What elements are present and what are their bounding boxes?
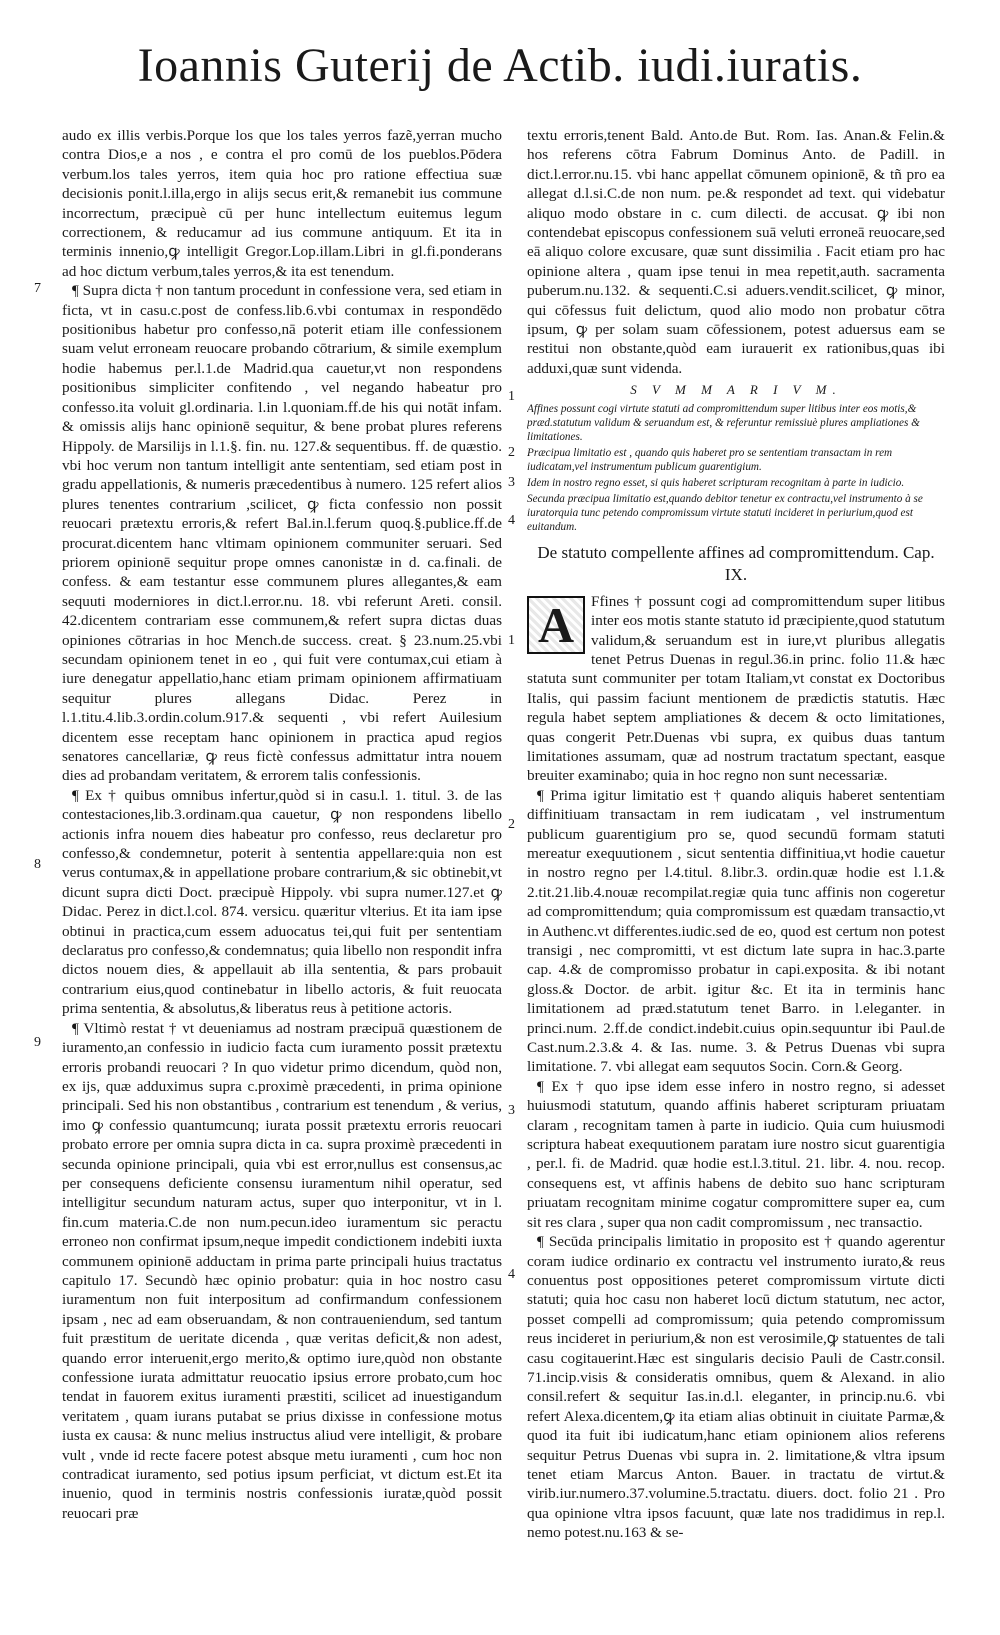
body-paragraph: audo ex illis verbis.Porque los que los tales yerros fazẽ,yerran mucho contra Dios,e a nos , e contra el pro comū de los pueblos.Pōdera verbum.los tales yerros, item quia hoc pro ratione effectiua suæ decisionis ponit.l.illa,ergo in alijs secus erit,& remanebit ius commune incorrectum, præcipuè cū per hunc intellectum euitemus legum correctionem, & reducamur ad ius commune antiquum. Et ita in terminis innenio,ꝙ intelligit Gregor.Lop.illam.Libri in gl.fi.ponderans ad hoc dictum verbum,tales yerros,& ita est tenendum. — [62, 127, 502, 280]
body-paragraph: ¶ Ex † quo ipse idem esse infero in nostro regno, si adesset huiusmodi statutum, quando affinis haberet scripturam priuatam claram , recognitam tamen à parte in iudicio. Quia cum huiusmodi scriptura habeat exequutionem paratam iure nostro sicut guarentigia , per.l. fi. de Madrid. quæ hodie est.l.3.titul. 21. libr. 4. nou. recop. consequens est, vt affinis habens de debito suo hanc scripturam priuatam recognitam minime cogatur compromittere super ea, cum sit res clara , super qua non cadit compromissum , nec transactio. — [527, 1077, 945, 1231]
margin-reference-number: 1 — [508, 633, 515, 648]
margin-section-number: 8 — [34, 857, 41, 872]
margin-reference-number: 1 — [508, 389, 515, 404]
drop-cap-letter: A — [537, 596, 575, 653]
margin-reference-number: 2 — [508, 445, 515, 460]
body-paragraph: ¶ Supra dicta † non tantum procedunt in confessione vera, sed etiam in ficta, vt in casu.c.post de confess.lib.6.vbi contumax in respondēdo positionibus habetur pro confesso,nā poterit etiam ille confessionem suam velut erroneam reuocare probando cōtrarium, & simile exemplum hodie habemus per.l.1.de Madrid.qua cauetur,vt non respondens positionibus simpliciter confitendo , vel negando habeatur pro confesso.ita voluit gl.ordinaria. l.in l.quoniam.ff.de his qui notāt infam. & omissis alijs hanc opinionē sequitur, & bene probat plures referens Hippoly. de Marsilijs in l.1.§. fin. nu. 127.& sequentibus. ff. de quæstio. vbi hoc verum non tantum intelligit ante sententiam, sed etiam post in gradu appellationis, & numeris præcedentibus à numero. 125 refert alios plures tenentes contrarium ,scilicet, ꝙ ficta confessio non possit reuocari prætextu erroris,& refert Bal.in.l.ferum quoq.§.publice.ff.de procurat.dicentem hanc vltimam opinionem communiter seruari. Sed priorem opinionē sequitur prope omnes canonistæ in d. ca.finali. de confess. & eam testantur esse communem plures allegantes,& eam sequuti moderniores in dict.l.error.nu. 18. vbi referunt Areti. consil. 42.dicentem contrariam esse communem,& refert supra dictas duas opiniones cōtrarias in hoc Mench.de success. creat. § 23.num.25.vbi secundam opinionem tenet in eo , qui fuit vere contumax,cui etiam à iure denegatur appellatio,hanc etiam primam opinionem affirmatiuam sequitur plures allegans Didac. Perez in l.1.titu.4.lib.3.ordin.colum.917.& sequenti , vbi refert Auilesium dicentem esse receptam hanc opinionem in practica apud regios senatores cancellariæ, ꝙ reus fictè confessus admittatur intra nouem dies ad probandam veritatem, & errorem talis confessionis. — [62, 282, 502, 785]
right-text-column — [527, 126, 945, 1625]
summary-item-text: Secunda præcipua limitatio est,quando debitor tenetur ex contractu,vel instrumento à se iuratorquia tunc petendo compromissum virtute statuti incideret in periurium,quod est euitandum. — [527, 492, 923, 533]
summary-item — [527, 446, 945, 474]
summary-item-text: Affines possunt cogi virtute statuti ad compromittendum super litibus inter eos motis,& præd.statutum validum & seruandum est, & referuntur remissiuè plures ampliationes & limitationes. — [527, 402, 920, 443]
margin-reference-number: 2 — [508, 817, 515, 832]
body-paragraph: textu erroris,tenent Bald. Anto.de But. Rom. Ias. Anan.& Felin.& hos referens cōtra Fabrum Dominus Anto. de Padill. in dict.l.error.nu.15. vbi hanc appellat cōmunem opinionē, & tñ pro ea allegat d.l.si.C.de non num. pe.& respondet ad text. qui videbatur aliquo modo obstare in c. cum dilecti. de accusat. ꝙ ibi non contendebat episcopus confessionem suā veluti erroneā reuocare,sed eā aliquo colore excusare, quæ sunt dissimilia . Facit etiam pro hac opinione altera , quam ipse tenui in mea repetit,auth. sacramenta puberum.nu.132. & sequenti.C.si aduers.vendit.scilicet, ꝙ minor, qui cōfessus fuit delictum, quod alio modo non probatur cōtra ipsum, ꝙ per solam suam cōfessionem, potest aduersus eam se restitui non obstante,quòd eam iurauerit ex rationibus,quas ibi adduxi,quæ sunt videnda. — [527, 127, 945, 377]
margin-section-number: 9 — [34, 1035, 41, 1050]
summary-item-text: Idem in nostro regno esset, si quis haberet scripturam recognitam à parte in iudicio. — [527, 476, 905, 489]
body-paragraph: ¶ Vltimò restat † vt deueniamus ad nostram præcipuā quæstionem de iuramento,an confessio in iudicio facta cum iuramento possit prætextu erroris probandi reuocari ? In quo videtur primo dicendum, quòd non, ex ijs, quæ adduximus supra c.proximè præcedenti, in prima opinione principali. Sed his non obstantibus , contrarium est tenendum , & verius, imo ꝙ confessio quantumcunq; iurata possit prætextu erroris reuocari probato errore per omnia supra dicta in ca. supra proximè præcedenti in secunda opinione principali, quia vbi est error,nullus est consensus,ac per consequens deficiente consensu iuramentum nihil operatur, sed intelligitur secundum naturam actus, super quo interponitur, vt in l. fin.cum materia.C.de non num.pecun.ideo iuramentum sic peractu erroneo non confirmat ipsum,neque impedit condictionem indebiti iuxta communem opinionē adductam in prima parte principali huius tractatus capitulo 17. Secundò hæc opinio probatur: quia in hoc nostro casu iuramentum non fuit interpositum ad confirmandum confessionem ipsam , nec ad eam obseruandam, & non contraueniendum, sed tantum fuit præstitum de ueritate dicenda , quæ veritas deficit,& non adest, quando error interuenit,ergo merito,& optimo iure,quòd non obstante confessione iurata admittatur reuocatio ipsius errore probato,cum hoc tendat in fauorem exitus iuramenti præstiti, scilicet ad inuestigandum veritatem , quam iurans putabat se prius dixisse in confessione motus iusta ex causa: & nunc melius instructus aliud vere intelligit, & probare vult , vnde id recte facere potest absque metu iuramenti , cum hoc non contradicat iuramento, sed potius ipsum perficiat, vt dictum est.Et ita inuenio, quod in terminis nostris confessionis iuratæ,quòd possit reuocari præ — [62, 1019, 502, 1522]
summary-item — [527, 402, 945, 444]
running-header: Ioannis Guterij de Actib. iudi.iuratis. — [137, 39, 863, 92]
chapter-title: De statuto compellente affines ad compromittendum. Cap. IX. — [537, 542, 935, 584]
left-text-column — [62, 126, 502, 1625]
summary-item — [527, 476, 945, 490]
margin-section-number: 7 — [34, 281, 41, 296]
body-paragraph: ¶ Prima igitur limitatio est † quando aliquis haberet sententiam diffinitiuam transactam in rem iudicatam , vel instrumentum publicum guarentigium pro se, quod secundū formam statuti mereatur exequutionem , sicut sententia diffinitiua,vt hodie cauetur in nostro regno per l.4.titul. 8.libr.3. ordin.quæ hodie est l.1.& 2.tit.21.lib.4.nouæ recompilat.regiæ quia tunc affinis non cogeretur ad compromittendum; quia compromissum est quædam transactio,vt in Authenc.vt differentes.iudic.sed de eo, quod est certum non potest transigi , nec compromitti, vt est dictum late supra in hac.3.parte cap. 4.& de compromisso probatur in capi.exposita. & ibi notant gloss.& Doctor. de arbit. igitur &c. Et ita in terminis hanc limitationem ad præd.statutum tenet Barro. in l.eleganter. in princi.num. 2.ff.de condict.indebit.cuius opin.sequuntur ibi Paul.de Cast.num.2.3.& 4. & Ias. nume. 3. & Petrus Duenas vbi supra limitatione. 7. vbi allegat eam sequutos Socin. Corn.& Georg. — [527, 786, 945, 1076]
summary-heading: S V M M A R I V M. — [630, 382, 842, 398]
body-paragraph — [527, 592, 945, 786]
summary-item-text: Præcipua limitatio est , quando quis haberet pro se sententiam transactam in rem iudicatam,vel instrumentum publicum guarentigium. — [527, 446, 893, 473]
margin-reference-number: 3 — [508, 475, 515, 490]
body-paragraph: ¶ Secūda principalis limitatio in proposito est † quando agerentur coram iudice ordinario ex contractu vel instrumento iurato,& reus conuentus post oppositiones peteret compromissum virtute dicti statuti; quia hoc casu non haberet locū dictum statutum, nec actor, posset compelli ad compromissum; quia petendo compromissum reus incideret in periurium,& non est verosimile,ꝙ statuentes de tali casu cogitauerint.Hæc est singularis decisio Pauli de Castr.consil. 71.incip.visis & consideratis omnibus, quem & Alexand. in alio consil.refert & sequitur Ias.in.d.l. eleganter, in princip.nu.6. vbi refert Alexa.dicentem,ꝙ ita etiam alias obtinuit in ciuitate Parmæ,& quod ita fuit ibi iudicatum,hanc etiam opinionem alios referens sequitur Petrus Duenas vbi supra in. 2. limitatione,& vltra ipsum tenet etiam Marcus Anton. Bauer. in tractatu de virtut.& virib.iur.numero.37.volumine.5.tractatu. diuers. doct. folio 21 . Pro qua opinione vltra ipsos facuunt, quæ late nos tradidimus in rep.l. nemo potest.nu.163 & se- — [527, 1233, 945, 1542]
paragraph-text: Ffines † possunt cogi ad compromittendum super litibus inter eos motis stante statuto id præcipiente,quod statutum validum,& seruandum est in iure,vt pluribus allegatis tenet Petrus Duenas in regul.36.in princ. folio 11.& hæc statuta sunt communiter per totam Italiam,vt constat ex Doctoribus Italis, qui passim faciunt mentionem de prædictis statutis. Hæc regula habet septem ampliationes & decem & octo limitationes, quas congerit Petr.Duenas vbi supra, ex quibus duas tantum limitationes assumam, quæ ad nostrum tractatum spectant, easque breuiter examinabo; quia in hoc regno non sunt necessariæ. — [527, 592, 945, 785]
margin-reference-number: 4 — [508, 1267, 515, 1282]
body-paragraph: ¶ Ex † quibus omnibus infertur,quòd si in casu.l. 1. titul. 3. de las contestaciones,lib.3.ordinam.qua cauetur, ꝙ non respondens libello actionis infra nouem dies habeatur pro confesso, reus declaretur pro confesso,& condemnetur, poterit à sententia appellare:quia non est verus contumax,& in appellatione probare contrarium,& sic obtinebit,vt dicunt supra dicti Doct. præcipuè Hippoly. vbi supra numer.127.et ꝙ Didac. Perez in dict.l.col. 874. versicu. quæritur vlterius. Et ita iam ipse obtinui in practica,cum essem aduocatus tei,qui fuit per sententiam declaratus pro confesso,& condemnatus; quia libello non respondit infra dictos nouem dies, & appellauit ab illa sententia, & pars probauit contrarium eius,quod continebatur in libello actoris, & fuit reuocata prima sententia, & absolutus,& liberatus reus à petitione actoris. — [62, 786, 502, 1018]
decorated-initial — [527, 596, 585, 654]
margin-reference-number: 4 — [508, 513, 515, 528]
summary-list — [527, 402, 945, 534]
margin-reference-number: 3 — [508, 1103, 515, 1118]
summary-item — [527, 492, 945, 534]
